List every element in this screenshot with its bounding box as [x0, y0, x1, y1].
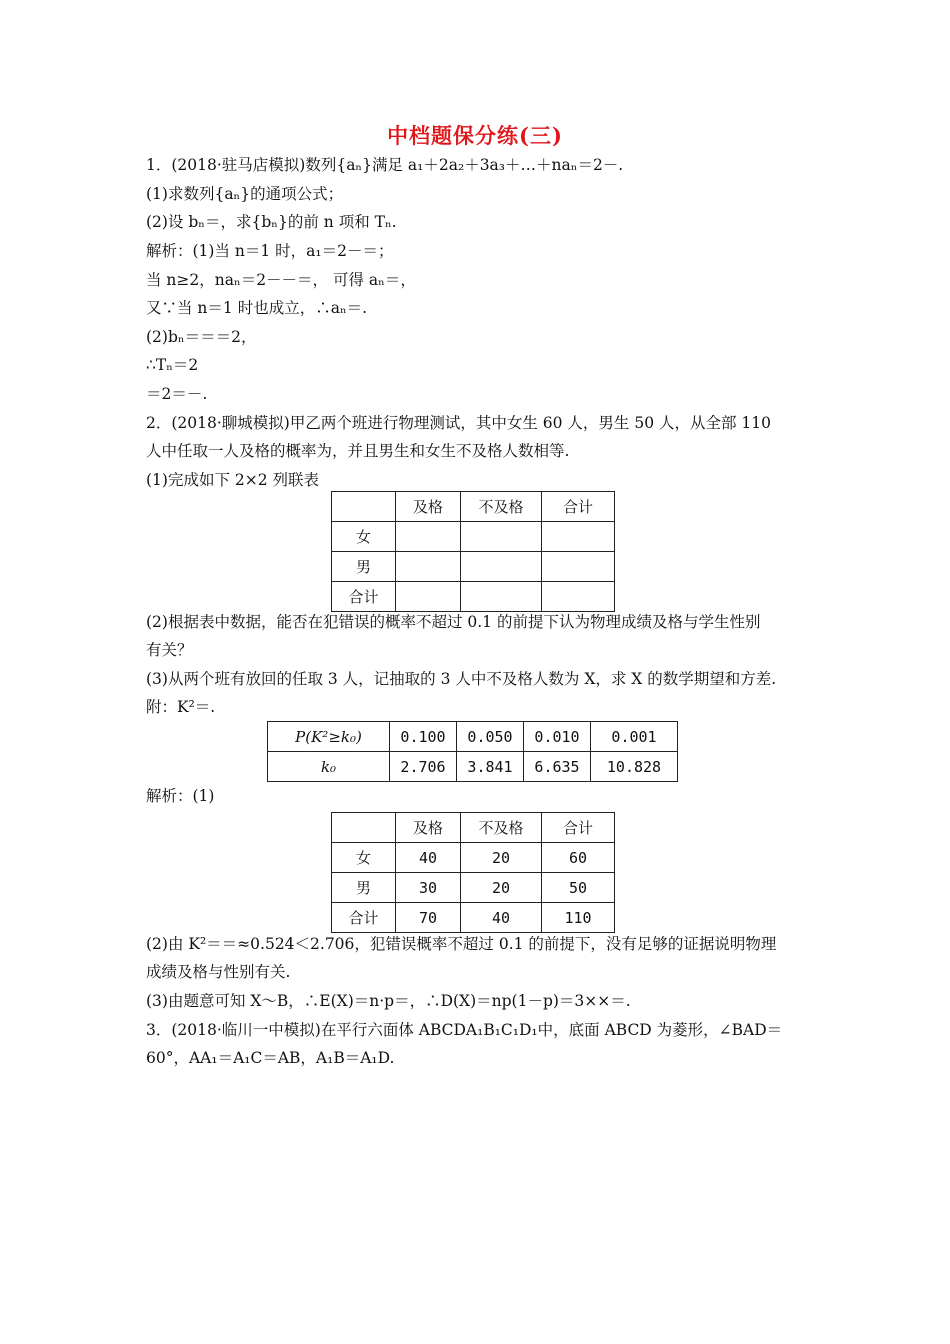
table-cell: 合计 [332, 903, 396, 933]
table-row [332, 492, 615, 522]
table-cell: 2.706 [390, 752, 457, 782]
table-cell: 3.841 [457, 752, 524, 782]
table-cell: 50 [542, 873, 615, 903]
table-row [332, 843, 615, 873]
table-cell: 20 [461, 843, 542, 873]
table-cell: 40 [396, 843, 461, 873]
table-row [332, 873, 615, 903]
problem-1-solution-line: (2)bₙ＝＝＝2， [146, 328, 257, 346]
table-cell: 合计 [332, 582, 396, 612]
table-row [332, 582, 615, 612]
problem-2-solution-line: 成绩及格与性别有关. [146, 963, 291, 981]
page-title: 中档题保分练(三) [387, 123, 563, 148]
table-cell [332, 492, 396, 522]
table-cell: 合计 [542, 813, 615, 843]
problem-2-appendix: 附：K²＝. [146, 698, 216, 716]
table-row [268, 752, 678, 782]
table-cell: 60 [542, 843, 615, 873]
table-cell [542, 552, 615, 582]
table-cell: 不及格 [461, 813, 542, 843]
problem-2-part-3: (3)从两个班有放回的任取 3 人，记抽取的 3 人中不及格人数为 X，求 X 的数学期望和方差. [146, 670, 777, 688]
problem-3-statement: 3．(2018·临川一中模拟)在平行六面体 ABCDA₁B₁C₁D₁中，底面 ABCD 为菱形，∠BAD＝ [146, 1021, 783, 1039]
problem-2-solution-label: 解析：(1) [146, 787, 215, 805]
problem-2-statement: 2．(2018·聊城模拟)甲乙两个班进行物理测试，其中女生 60 人，男生 50 人，从全部 110 [146, 414, 771, 432]
table-cell: 70 [396, 903, 461, 933]
table-cell: 6.635 [524, 752, 591, 782]
problem-1-part-1: (1)求数列{aₙ}的通项公式； [146, 185, 344, 203]
table-cell: 30 [396, 873, 461, 903]
problem-2-solution-line: (3)由题意可知 X～B，∴E(X)＝n·p＝，∴D(X)＝np(1－p)＝3××＝. [146, 992, 631, 1010]
table-row [332, 522, 615, 552]
problem-1-solution-line: 解析：(1)当 n＝1 时，a₁＝2－＝； [146, 242, 394, 260]
table-cell: 0.001 [591, 722, 678, 752]
table-row [268, 722, 678, 752]
table-cell: 及格 [396, 813, 461, 843]
table-row [332, 813, 615, 843]
problem-1-solution-line: ∴Tₙ＝2 [146, 356, 199, 374]
problem-2-part-2-cont: 有关？ [146, 641, 193, 659]
table-cell: 10.828 [591, 752, 678, 782]
table-cell: 女 [332, 522, 396, 552]
table-cell [542, 522, 615, 552]
table-row [332, 552, 615, 582]
table-cell: 合计 [542, 492, 615, 522]
problem-2-statement-cont: 人中任取一人及格的概率为，并且男生和女生不及格人数相等. [146, 442, 570, 460]
table-cell [396, 552, 461, 582]
table-cell [461, 582, 542, 612]
table-cell: 及格 [396, 492, 461, 522]
problem-3-statement-cont: 60°，AA₁＝A₁C＝AB，A₁B＝A₁D. [146, 1049, 395, 1067]
table-cell: 男 [332, 552, 396, 582]
table-cell: 不及格 [461, 492, 542, 522]
table-cell: 男 [332, 873, 396, 903]
problem-1-solution-line: 当 n≥2，naₙ＝2－－＝， 可得 aₙ＝， [146, 271, 416, 289]
table-cell: P(K²≥k₀) [268, 722, 390, 752]
table-cell [461, 522, 542, 552]
table-row [332, 903, 615, 933]
table-cell: 0.050 [457, 722, 524, 752]
table-cell [396, 522, 461, 552]
table-cell: 20 [461, 873, 542, 903]
problem-2-solution-line: (2)由 K²＝＝≈0.524＜2.706，犯错误概率不超过 0.1 的前提下，没有足够的证据说明物理 [146, 935, 777, 953]
critical-value-table [267, 721, 678, 782]
table-cell: 0.010 [524, 722, 591, 752]
problem-1-part-2: (2)设 bₙ＝，求{bₙ}的前 n 项和 Tₙ. [146, 213, 397, 231]
contingency-table-filled [331, 812, 615, 933]
table-cell: 40 [461, 903, 542, 933]
table-cell [542, 582, 615, 612]
contingency-table-blank [331, 491, 615, 612]
table-cell: 110 [542, 903, 615, 933]
problem-1-solution-line: ＝2＝－. [146, 385, 208, 403]
table-cell: 女 [332, 843, 396, 873]
problem-2-part-2: (2)根据表中数据，能否在犯错误的概率不超过 0.1 的前提下认为物理成绩及格与学生性别 [146, 613, 761, 631]
table-cell [332, 813, 396, 843]
table-cell [396, 582, 461, 612]
table-cell [461, 552, 542, 582]
problem-1-statement: 1．(2018·驻马店模拟)数列{aₙ}满足 a₁＋2a₂＋3a₃＋…＋naₙ＝2－. [146, 156, 624, 174]
table-cell: k₀ [268, 752, 390, 782]
table-cell: 0.100 [390, 722, 457, 752]
problem-2-part-1: (1)完成如下 2×2 列联表 [146, 471, 320, 489]
problem-1-solution-line: 又∵当 n＝1 时也成立，∴aₙ＝. [146, 299, 368, 317]
